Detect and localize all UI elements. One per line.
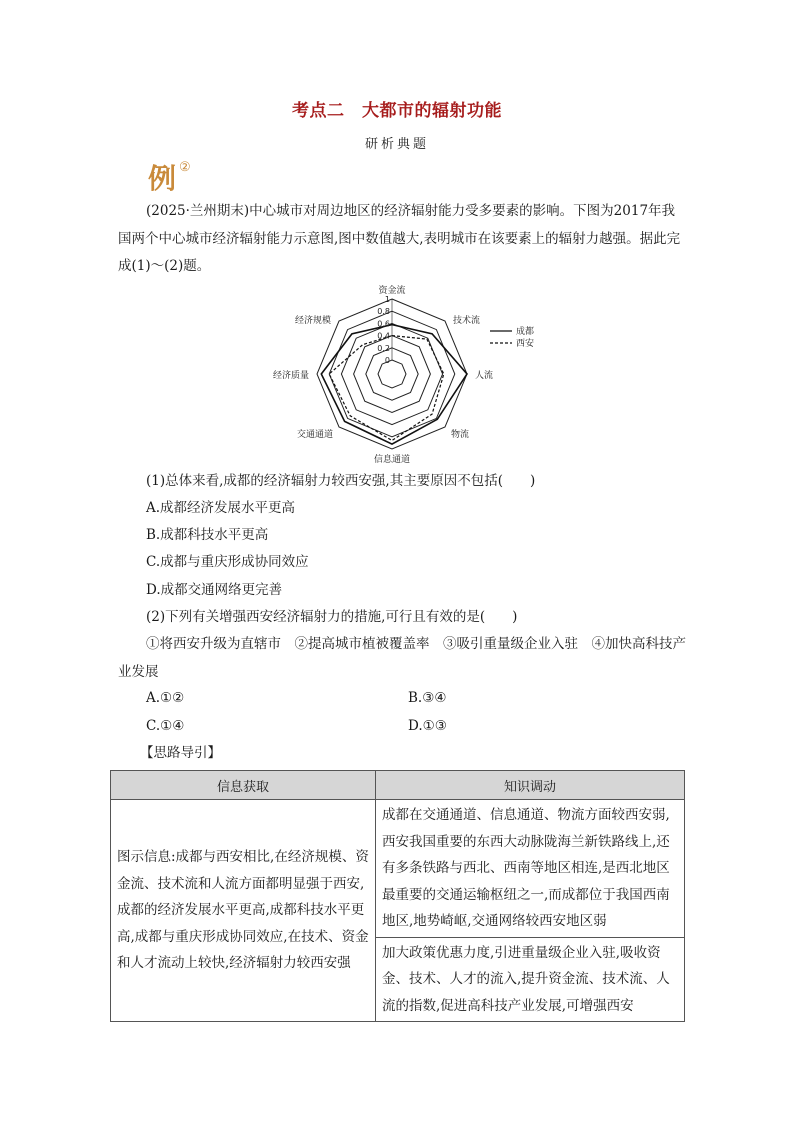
radar-axis-label: 经济规模 bbox=[294, 316, 331, 326]
guide-col-info: 信息获取 bbox=[111, 771, 376, 800]
radar-tick-label: 0.6 bbox=[377, 319, 390, 329]
guide-col-knowledge: 知识调动 bbox=[376, 771, 685, 800]
guide-table bbox=[110, 770, 685, 1022]
legend-label: 西安 bbox=[516, 339, 535, 349]
radar-tick-label: 0 bbox=[384, 356, 390, 365]
guide-info-cell: 图示信息:成都与西安相比,在经济规模、资金流、技术流和人流方面都明显强于西安,成都的经济发展水平更高,成都科技水平更高,成都与重庆形成协同效应,在技术、资金和人才流动上较快,经济辐射力较西安强 bbox=[111, 800, 376, 1022]
q1-option-a[interactable]: A.成都经济发展水平更高 bbox=[146, 500, 296, 516]
question-intro: (2025·兰州期末)中心城市对周边地区的经济辐射能力受多要素的影响。下图为2017年我国两个中心城市经济辐射能力示意图,图中数值越大,表明城市在该要素上的辐射力越强。据此完成(1)～(2)题。 bbox=[118, 203, 681, 274]
q1-stem: (1)总体来看,成都的经济辐射力较西安强,其主要原因不包括( ) bbox=[146, 473, 536, 489]
legend-label: 成都 bbox=[516, 327, 535, 337]
radar-tick-label: 0.8 bbox=[377, 307, 390, 317]
q2-option-a[interactable]: A.①② bbox=[146, 690, 185, 706]
radar-axis-label: 技术流 bbox=[453, 316, 481, 326]
radar-tick-label: 0.4 bbox=[377, 331, 390, 341]
q1-option-c[interactable]: C.成都与重庆形成协同效应 bbox=[146, 554, 309, 570]
q2-option-d[interactable]: D.①③ bbox=[408, 718, 447, 734]
page-title: 考点二 大都市的辐射功能 bbox=[292, 101, 502, 121]
q2-option-c[interactable]: C.①④ bbox=[146, 718, 185, 734]
q1-option-b[interactable]: B.成都科技水平更高 bbox=[146, 527, 269, 543]
example-number: ② bbox=[179, 160, 191, 175]
radar-axis-label: 交通通道 bbox=[296, 430, 333, 440]
radar-grid-ring bbox=[378, 360, 406, 388]
radar-axis-label: 经济质量 bbox=[272, 371, 309, 381]
guide-knowledge-cell-1: 成都在交通通道、信息通道、物流方面较西安弱,西安我国重要的东西大动脉陇海兰新铁路线上,还有多条铁路与西北、西南等地区相连,是西北地区最重要的交通运输枢纽之一,而成都位于我国西南地区,地势崎岖,交通网络较西安地区弱 bbox=[376, 800, 685, 938]
example-label: 例 bbox=[148, 162, 177, 195]
radar-axis-label: 人流 bbox=[475, 371, 494, 381]
radar-axis-label: 信息通道 bbox=[373, 455, 411, 465]
guide-heading: 【思路导引】 bbox=[140, 745, 221, 761]
radar-chart bbox=[0, 285, 794, 465]
q1-option-d[interactable]: D.成都交通网络更完善 bbox=[146, 582, 283, 598]
q2-stem: (2)下列有关增强西安经济辐射力的措施,可行且有效的是( ) bbox=[146, 609, 518, 625]
section-subtitle: 研析典题 bbox=[364, 137, 429, 152]
radar-axis-label: 资金流 bbox=[378, 286, 406, 296]
radar-tick-label: 1 bbox=[384, 295, 390, 304]
radar-axis-label: 物流 bbox=[451, 430, 470, 440]
q2-items: ①将西安升级为直辖市 ②提高城市植被覆盖率 ③吸引重量级企业入驻 ④加快高科技产业发展 bbox=[118, 636, 686, 680]
radar-tick-label: 0.2 bbox=[377, 343, 390, 353]
guide-knowledge-cell-2: 加大政策优惠力度,引进重量级企业入驻,吸收资金、技术、人才的流入,提升资金流、技术流、人流的指数,促进高科技产业发展,可增强西安 bbox=[376, 937, 685, 1022]
q2-option-b[interactable]: B.③④ bbox=[408, 690, 447, 706]
